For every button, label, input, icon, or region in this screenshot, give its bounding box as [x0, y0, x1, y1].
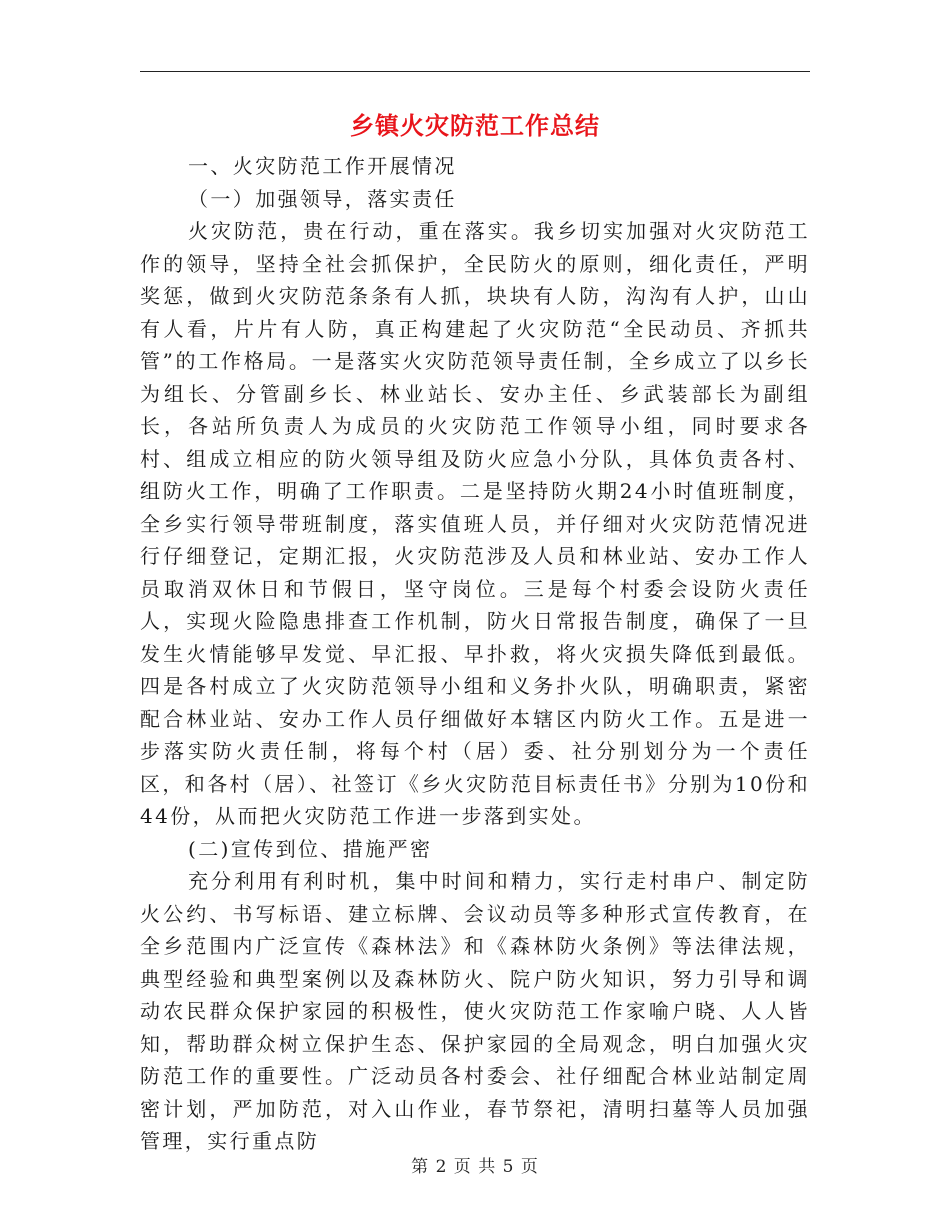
header-rule	[140, 71, 810, 72]
document-body	[140, 150, 810, 1158]
page-number: 第 2 页 共 5 页	[411, 1157, 539, 1177]
page-title: 乡镇火灾防范工作总结	[350, 112, 600, 140]
paragraph-responsibility: 火灾防范，贵在行动，重在落实。我乡切实加强对火灾防范工作的领导，坚持全社会抓保护，全民防火的原则，细化责任，严明奖惩，做到火灾防范条条有人抓，块块有人防，沟沟有人护，山山有人看，片片有人防，真正构建起了火灾防范“全民动员、齐抓共管”的工作格局。一是落实火灾防范领导责任制，全乡成立了以乡长为组长、分管副乡长、林业站长、安办主任、乡武装部长为副组长，各站所负责人为成员的火灾防范工作领导小组，同时要求各村、组成立相应的防火领导组及防火应急小分队，具体负责各村、组防火工作，明确了工作职责。二是坚持防火期24小时值班制度，全乡实行领导带班制度，落实值班人员，并仔细对火灾防范情况进行仔细登记，定期汇报，火灾防范涉及人员和林业站、安办工作人员取消双休日和节假日，坚守岗位。三是每个村委会设防火责任人，实现火险隐患排查工作机制，防火日常报告制度，确保了一旦发生火情能够早发觉、早汇报、早扑救，将火灾损失降低到最低。四是各村成立了火灾防范领导小组和义务扑火队，明确职责，紧密配合林业站、安办工作人员仔细做好本辖区内防火工作。五是进一步落实防火责任制，将每个村（居）委、社分别划分为一个责任区，和各村（居）、社签订《乡火灾防范目标责任书》分别为10份和44份，从而把火灾防范工作进一步落到实处。	[140, 219, 810, 828]
subsection-heading-2: (二)宣传到位、措施严密	[188, 836, 433, 861]
page-footer	[0, 1152, 950, 1177]
subsection-heading-1: （一）加强领导，落实责任	[188, 186, 457, 211]
paragraph-publicity: 充分利用有利时机，集中时间和精力，实行走村串户、制定防火公约、书写标语、建立标牌、会议动员等多种形式宣传教育，在全乡范围内广泛宣传《森林法》和《森林防火条例》等法律法规，典型经验和典型案例以及森林防火、院户防火知识，努力引导和调动农民群众保护家园的积极性，使火灾防范工作家喻户晓、人人皆知，帮助群众树立保护生态、保护家园的全局观念，明白加强火灾防范工作的重要性。广泛动员各村委会、社仔细配合林业站制定周密计划，严加防范，对入山作业，春节祭祀，清明扫墓等人员加强管理，实行重点防	[140, 869, 810, 1153]
section-heading: 一、火灾防范工作开展情况	[188, 154, 457, 178]
